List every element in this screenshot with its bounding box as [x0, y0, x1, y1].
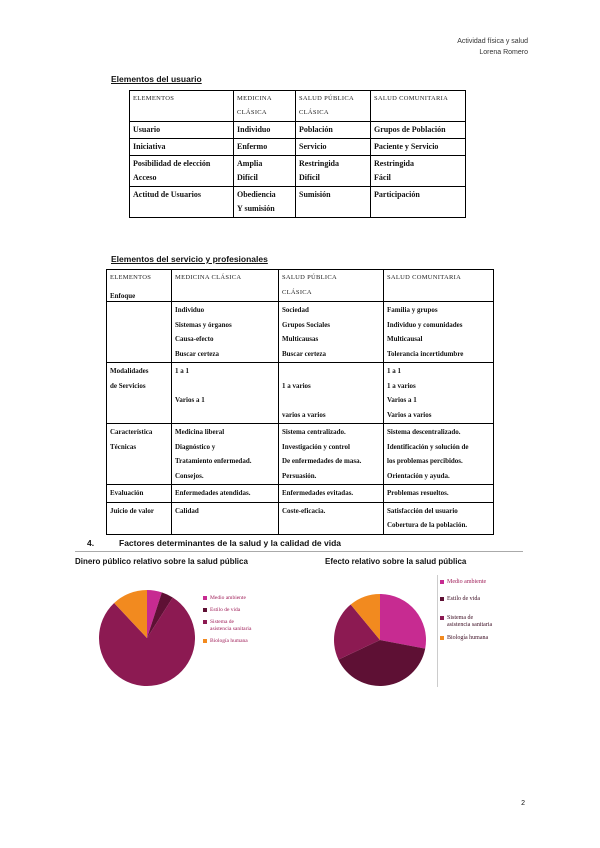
header-cell: MEDICINA CLÁSICA [175, 274, 242, 281]
header-cell: CLÁSICA [282, 288, 312, 296]
cell: Medicina liberal [175, 428, 225, 436]
cell: Individuo [175, 306, 205, 314]
cell: Coste-eficacia. [282, 506, 326, 515]
cell: Juicio de valor [110, 506, 154, 515]
cell: varios a varios [282, 410, 326, 419]
cell: Modalidades [110, 367, 149, 375]
cell: Causa-efecto [175, 335, 214, 343]
legend-item [203, 638, 251, 645]
cell: Familia y grupos [387, 306, 438, 314]
pie-slice-medio-ambiente [380, 594, 426, 649]
table-row [107, 485, 494, 503]
cell: Y sumisión [237, 204, 275, 213]
cell: Buscar certeza [282, 349, 326, 358]
cell: los problemas percibidos. [387, 457, 463, 465]
cell: Paciente y Servicio [374, 142, 439, 151]
cell: Sistemas y órganos [175, 320, 232, 329]
header-cell: MEDICINA [237, 95, 272, 102]
cell: Calidad [175, 506, 199, 515]
header-cell: CLÁSICA [299, 109, 329, 116]
page-header [457, 36, 528, 58]
header-cell: SALUD COMUNITARIA [374, 95, 449, 102]
cell: 1 a 1 [387, 367, 401, 375]
cell: Individuo [237, 125, 271, 134]
cell: Amplia [237, 159, 263, 168]
legend-swatch [203, 608, 207, 612]
cell: Individuo y comunidades [387, 320, 463, 329]
legend-item [203, 619, 251, 633]
header-cell: SALUD PÚBLICA [282, 274, 338, 281]
table1-title: Elementos del usuario [111, 74, 202, 84]
pie1-slices [99, 590, 195, 686]
cell: Sociedad [282, 306, 309, 314]
legend-item [203, 595, 251, 602]
cell: Fácil [374, 173, 391, 182]
cell: Participación [374, 190, 420, 199]
legend-label: Estilo de vida [210, 607, 241, 613]
cell: Persuasión. [282, 471, 317, 480]
cell: Tolerancia incertidumbre [387, 349, 464, 358]
cell: Varios a 1 [175, 396, 205, 404]
table-row [130, 156, 466, 187]
cell: Enfermedades evitadas. [282, 489, 354, 497]
cell: Grupos de Población [374, 125, 446, 134]
cell: Posibilidad de elección [133, 159, 211, 168]
page-number: 2 [521, 800, 525, 807]
cell: Varios a varios [387, 410, 432, 419]
table-row [130, 139, 466, 156]
cell: Actitud de Usuarios [133, 190, 202, 199]
cell: Servicio [299, 142, 327, 151]
cell: Varios a 1 [387, 396, 417, 404]
legend-label: Medio ambiente [447, 579, 487, 585]
cell: Multicausal [387, 335, 423, 343]
table-row [107, 424, 494, 485]
legend-swatch [203, 620, 207, 624]
cell: 1 a varios [387, 381, 416, 390]
cell: Grupos Sociales [282, 320, 331, 329]
legend-label: Medio ambiente [210, 595, 246, 601]
cell: Sumisión [299, 190, 331, 199]
cell: Difícil [237, 173, 258, 182]
cell: 1 a 1 [175, 367, 189, 375]
legend-divider [437, 575, 506, 687]
header-author: Lorena Romero [479, 49, 528, 56]
legend-label: Sistema de [210, 619, 234, 625]
cell: Investigación y control [282, 442, 350, 451]
section-heading [75, 538, 523, 552]
cell: Difícil [299, 173, 320, 182]
section-title: Factores determinantes de la salud y la calidad de vida [119, 538, 342, 548]
cell: Obediencia [237, 190, 276, 199]
user-elements-table [129, 90, 466, 218]
cell: Diagnóstico y [175, 442, 216, 451]
cell: Restringida [374, 159, 414, 168]
cell: Característica [110, 428, 153, 436]
table-row [107, 363, 494, 424]
legend-label: Biología humana [447, 635, 489, 641]
cell: Técnicas [110, 442, 137, 451]
table-row [107, 302, 494, 363]
header-cell: SALUD PÚBLICA [299, 95, 355, 102]
cell: Orientación y ayuda. [387, 471, 450, 480]
legend-swatch [203, 639, 207, 643]
cell: Iniciativa [133, 142, 166, 151]
header-cell: SALUD COMUNITARIA [387, 274, 462, 281]
cell: Cobertura de la población. [387, 521, 468, 529]
cell: Sistema centralizado. [282, 428, 346, 436]
table-row [130, 122, 466, 139]
cell: Satisfacción del usuario [387, 506, 458, 515]
cell: 1 a varios [282, 381, 311, 390]
cell: Usuario [133, 125, 161, 134]
cell: De enfermedades de masa. [282, 457, 362, 465]
pie2-slices [334, 594, 426, 686]
header-cell: CLÁSICA [237, 109, 267, 116]
cell: Consejos. [175, 471, 204, 480]
legend-label: asistencia sanitaria [447, 622, 493, 628]
cell: Evaluación [110, 489, 144, 497]
cell: Enfermedades atendidas. [175, 489, 251, 497]
cell: Identificación y solución de [387, 442, 469, 451]
cell: Acceso [133, 173, 157, 182]
cell: Tratamiento enfermedad. [175, 457, 252, 465]
cell: Enfermo [237, 142, 268, 151]
table-header-row [130, 91, 466, 122]
table-row [107, 502, 494, 534]
cell: Problemas resueltos. [387, 489, 449, 497]
cell: Enfoque [110, 292, 136, 300]
service-elements-table [106, 269, 494, 535]
header-subject: Actividad física y salud [457, 38, 528, 45]
cell: Población [299, 125, 333, 134]
header-cell: ELEMENTOS [110, 274, 152, 281]
cell: Sistema descentralizado. [387, 428, 461, 436]
legend-swatch [203, 596, 207, 600]
chart2-title: Efecto relativo sobre la salud pública [325, 557, 467, 566]
cell: de Servicios [110, 381, 146, 390]
cell: Buscar certeza [175, 349, 219, 358]
cell: Restringida [299, 159, 339, 168]
pie-chart-2 [330, 590, 440, 690]
cell: Multicausas [282, 335, 319, 343]
chart1-title: Dinero público relativo sobre la salud pública [75, 557, 248, 566]
legend-label: Biología humana [210, 638, 248, 644]
legend-label: Sistema de [447, 615, 474, 621]
table2-title: Elementos del servicio y profesionales [111, 254, 268, 264]
section-number: 4. [87, 538, 95, 548]
legend-item [203, 607, 251, 614]
header-cell: ELEMENTOS [133, 95, 175, 102]
table-row [130, 187, 466, 218]
chart1-legend [203, 595, 251, 650]
legend-label: asistencia sanitaria [210, 626, 252, 632]
legend-label: Estilo de vida [447, 596, 480, 602]
